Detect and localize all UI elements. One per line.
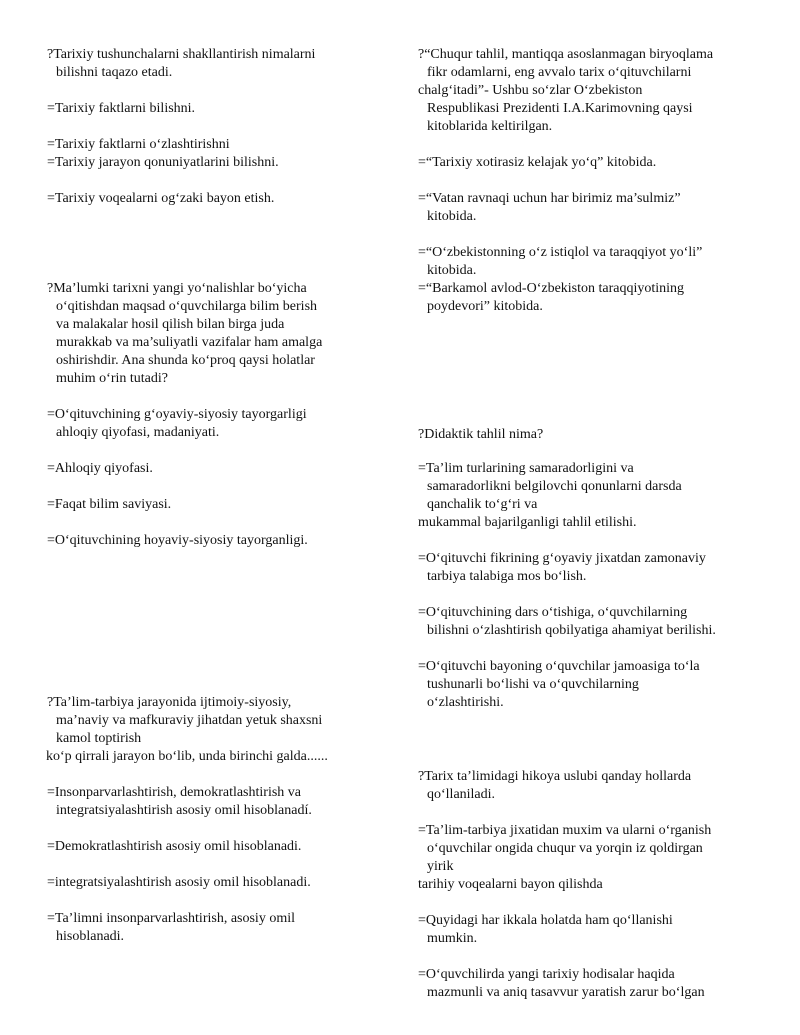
answer-text: samaradorlikni belgilovchi qonunlarni darsda	[427, 479, 682, 494]
answer-text: =Ta’limni insonparvarlashtirish, asosiy omil	[47, 911, 295, 926]
question-text: ma’naviy va mafkuraviy jihatdan yetuk shaxsni	[56, 713, 323, 728]
left-column	[47, 0, 407, 1035]
question-text: Respublikasi Prezidenti I.A.Karimovning qaysi	[427, 101, 693, 116]
answer-text: =Ahloqiy qiyofasi.	[47, 461, 153, 476]
answer-text: =Tarixiy jarayon qonuniyatlarini bilishni.	[47, 155, 279, 170]
answer-text: hisoblanadi.	[56, 929, 125, 944]
answer-text: =O‘qituvchi bayoning o‘quvchilar jamoasiga to‘la	[418, 659, 700, 674]
answer-text: tarbiya talabiga mos bo‘lish.	[427, 569, 587, 584]
answer-text: =O‘qituvchining hoyaviy-siyosiy tayorganligi.	[47, 533, 308, 548]
question-text: ?Tarixiy tushunchalarni shakllantirish nimalarni	[47, 47, 316, 62]
question-text: bilishni taqazo etadi.	[56, 65, 173, 80]
answer-text: integratsiyalashtirish asosiy omil hisoblanadí.	[56, 803, 312, 818]
answer-text: tarihiy voqealarni bayon qilishda	[418, 877, 603, 892]
answer-text: kitobida.	[427, 263, 477, 278]
answer-text: =“O‘zbekistonning o‘z istiqlol va taraqqiyot yo‘li”	[418, 245, 703, 260]
answer-text: mazmunli va aniq tasavvur yaratish zarur bo‘lgan	[427, 985, 705, 1000]
answer-text: =Quyidagi har ikkala holatda ham qo‘llanishi	[418, 913, 673, 928]
question-text: kitoblarida keltirilgan.	[427, 119, 553, 134]
question-text: ?Ta’lim-tarbiya jarayonida ijtimoiy-siyosiy,	[47, 695, 292, 710]
answer-text: qanchalik to‘g‘ri va	[427, 497, 538, 512]
right-column	[418, 0, 770, 1035]
question-text: ?Tarix ta’limidagi hikoya uslubi qanday hollarda	[418, 769, 692, 784]
question-text: o‘qitishdan maqsad o‘quvchilarga bilim berish	[56, 299, 318, 314]
question-text: fikr odamlarni, eng avvalo tarix o‘qituvchilarni	[427, 65, 692, 80]
question-text: chalg‘itadi”- Ushbu so‘zlar O‘zbekiston	[418, 83, 643, 98]
answer-text: =Faqat bilim saviyasi.	[47, 497, 172, 512]
answer-text: o‘quvchilar ongida chuqur va yorqin iz qoldirgan	[427, 841, 703, 856]
answer-text: o‘zlashtirishi.	[427, 695, 504, 710]
question-text: ?Didaktik tahlil nima?	[418, 427, 544, 442]
question-text: muhim o‘rin tutadi?	[56, 371, 168, 386]
answer-text: tushunarli bo‘lishi va o‘quvchilarning	[427, 677, 639, 692]
answer-text: =Demokratlashtirish asosiy omil hisoblanadi.	[47, 839, 302, 854]
answer-text: =“Vatan ravnaqi uchun har birimiz ma’sulmiz”	[418, 191, 681, 206]
answer-text: =O‘qituvchining g‘oyaviy-siyosiy tayorgarligi	[47, 407, 307, 422]
question-text: ko‘p qirrali jarayon bo‘lib, unda birinchi galda......	[46, 749, 328, 764]
answer-text: =integratsiyalashtirish asosiy omil hisoblanadi.	[47, 875, 311, 890]
answer-text: =O‘qituvchining dars o‘tishiga, o‘quvchilarning	[418, 605, 688, 620]
answer-text: =“Barkamol avlod-O‘zbekiston taraqqiyotining	[418, 281, 685, 296]
answer-text: kitobida.	[427, 209, 477, 224]
answer-text: =Ta’lim turlarining samaradorligini va	[418, 461, 634, 476]
answer-text: bilishni o‘zlashtirish qobilyatiga ahamiyat berilishi.	[427, 623, 716, 638]
answer-text: ahloqiy qiyofasi, madaniyati.	[56, 425, 220, 440]
answer-text: =Ta’lim-tarbiya jixatidan muxim va ularni o‘rganish	[418, 823, 712, 838]
answer-text: =O‘quvchilirda yangi tarixiy hodisalar haqida	[418, 967, 675, 982]
question-text: murakkab va ma’suliyatli vazifalar ham amalga	[56, 335, 323, 350]
question-text: ?Ma’lumki tarixni yangi yo‘nalishlar bo‘yicha	[47, 281, 307, 296]
answer-text: =Insonparvarlashtirish, demokratlashtirish va	[47, 785, 302, 800]
answer-text: =“Tarixiy xotirasiz kelajak yo‘q” kitobida.	[418, 155, 657, 170]
question-text: oshirishdir. Ana shunda ko‘proq qaysi holatlar	[56, 353, 315, 368]
answer-text: poydevori” kitobida.	[427, 299, 543, 314]
answer-text: =O‘qituvchi fikrining g‘oyaviy jixatdan zamonaviy	[418, 551, 706, 566]
answer-text: mukammal bajarilganligi tahlil etilishi.	[418, 515, 637, 530]
answer-text: =Tarixiy faktlarni bilishni.	[47, 101, 196, 116]
question-text: va malakalar hosil qilish bilan birga juda	[56, 317, 285, 332]
answer-text: yirik	[427, 859, 454, 874]
question-text: qo‘llaniladi.	[427, 787, 496, 802]
question-text: ?“Chuqur tahlil, mantiqqa asoslanmagan biryoqlama	[418, 47, 714, 62]
question-text: kamol toptirish	[56, 731, 142, 746]
answer-text: =Tarixiy voqealarni og‘zaki bayon etish.	[47, 191, 275, 206]
answer-text: =Tarixiy faktlarni o‘zlashtirishni	[47, 137, 230, 152]
answer-text: mumkin.	[427, 931, 478, 946]
